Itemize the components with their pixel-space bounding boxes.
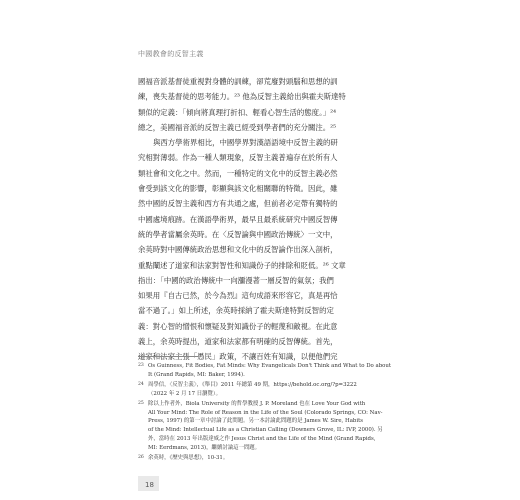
text-line: 國福音派基督徒重視對身體的訓練，卻荒廢對頭腦和思想的訓 [138,77,338,86]
footnote-line: 外，當時在 2013 年出版達威之作 Jesus Christ and the Life of the Mind (Grand Rapids, [148,436,376,443]
text-line: 然中國的反智主義和西方有共通之處，但前者必定帶有獨特的 [138,199,338,209]
footnote-23 [138,362,392,380]
footnote-line: of the Mind: Intellectual Life as a Christian Calling (Downers Grove, IL: IVP, 2000). 另 [148,427,383,434]
text-line: 與西方學術界相比，中國學界對漢語語境中反智主義的研 [153,138,338,148]
running-head: 中國教會的反智主義 [138,50,204,58]
text-line: 指出：「中國的政治傳統中一向瀰漫著一層反智的氣氛；我們 [138,275,334,285]
footnote-line: MI: Eerdmans, 2013)，繼續討論這一問題。 [148,445,261,452]
footnote-line: （2022 年 2 月 17 日瀏覽）。 [148,390,222,397]
footnote-24 [138,381,383,399]
footnote-number: 25 [138,400,144,406]
text-line: 練，喪失基督徒的思考能力。²³ 他為反智主義給出與霍夫斯達特 [138,92,346,102]
footnote-line: Os Guinness, Fit Bodies, Fat Minds: Why Evangelicals Don't Think and What to Do about [148,363,392,369]
text-line: 類似的定義：「傾向將真理打折扣、輕看心智生活的態度。」²⁴ [138,107,337,117]
text-line: 如果用『自古已然，於今為烈』這句成語來形容它，真是再恰 [138,291,338,301]
footnote-line: Press, 1997) 的第一章中討論了此問題。另一本討論此問題的是 James W. Sire, Habits [148,418,364,425]
footnote-line: It (Grand Rapids, MI: Baker, 1994). [148,371,245,378]
text-line: 當不過了。」如上所述，余英時採納了霍夫斯達特對反智的定 [138,306,334,316]
footnote-line: 除以上作者外，Biola University 的哲學教授 J. P. Moreland 也在 Love Your God with [148,400,366,407]
footnote-number: 24 [138,381,144,387]
footnote-divider [138,356,198,357]
text-line: 義上，余英時提出，道家和法家都有明確的反智傳統。首先， [138,337,338,347]
footnote-text [148,454,383,463]
footnote-text [148,362,391,380]
text-line: 類社會和文化之中。然而，一種特定的文化中的反智主義必然 [138,168,338,178]
text-line: 義：對心智的憎恨和懷疑及對知識份子的輕蔑和敵視。在此意 [138,321,338,331]
footnote-25 [138,400,383,453]
footnote-number: 26 [138,455,144,461]
footnote-line: 周學信，〈反智主義〉，《舉目》2011 年總第 49 期，https://behold.oc.org/?p=3222 [148,381,357,388]
footnote-text [148,381,383,399]
paragraph-2 [138,135,379,364]
text-line: 重點闡述了道家和法家對智性和知識份子的排除和貶低。²⁶ 文章 [138,260,346,270]
footnote-number: 23 [138,363,144,368]
body-text [138,74,379,365]
footnote-line: 余英時，《歷史與思想》，10-31。 [148,455,229,462]
text-line: 道家和法家主張「愚民」政策，不讓百姓有知識，以便他們完 [138,352,338,362]
text-line: 余英時對中國傳統政治思想和文化中的反智論作出深入剖析， [138,245,338,255]
footnote-line: All Your Mind: The Role of Reason in the Life of the Soul (Colorado Springs, CO: Nav- [148,409,383,416]
page-number: 18 [145,481,154,489]
text-line: 總之，美國福音派的反智主義已經受到學者們的充分關注。²⁵ [138,122,337,132]
footnote-26 [138,454,383,463]
text-line: 中國處境痕跡。在漢語學術界，最早且最系統研究中國反智傳 [138,214,338,224]
footnote-text [148,400,383,453]
footnotes [138,362,392,464]
paragraph-1 [138,74,379,135]
text-line: 會受到該文化的影響，彰顯與該文化相關聯的特徵。因此，雖 [138,184,338,194]
text-line: 究相對薄弱。作為一種人類現象，反智主義普遍存在於所有人 [138,153,338,163]
text-line: 統的學者當屬余英時。在〈反智論與中國政治傳統〉一文中， [138,229,338,239]
